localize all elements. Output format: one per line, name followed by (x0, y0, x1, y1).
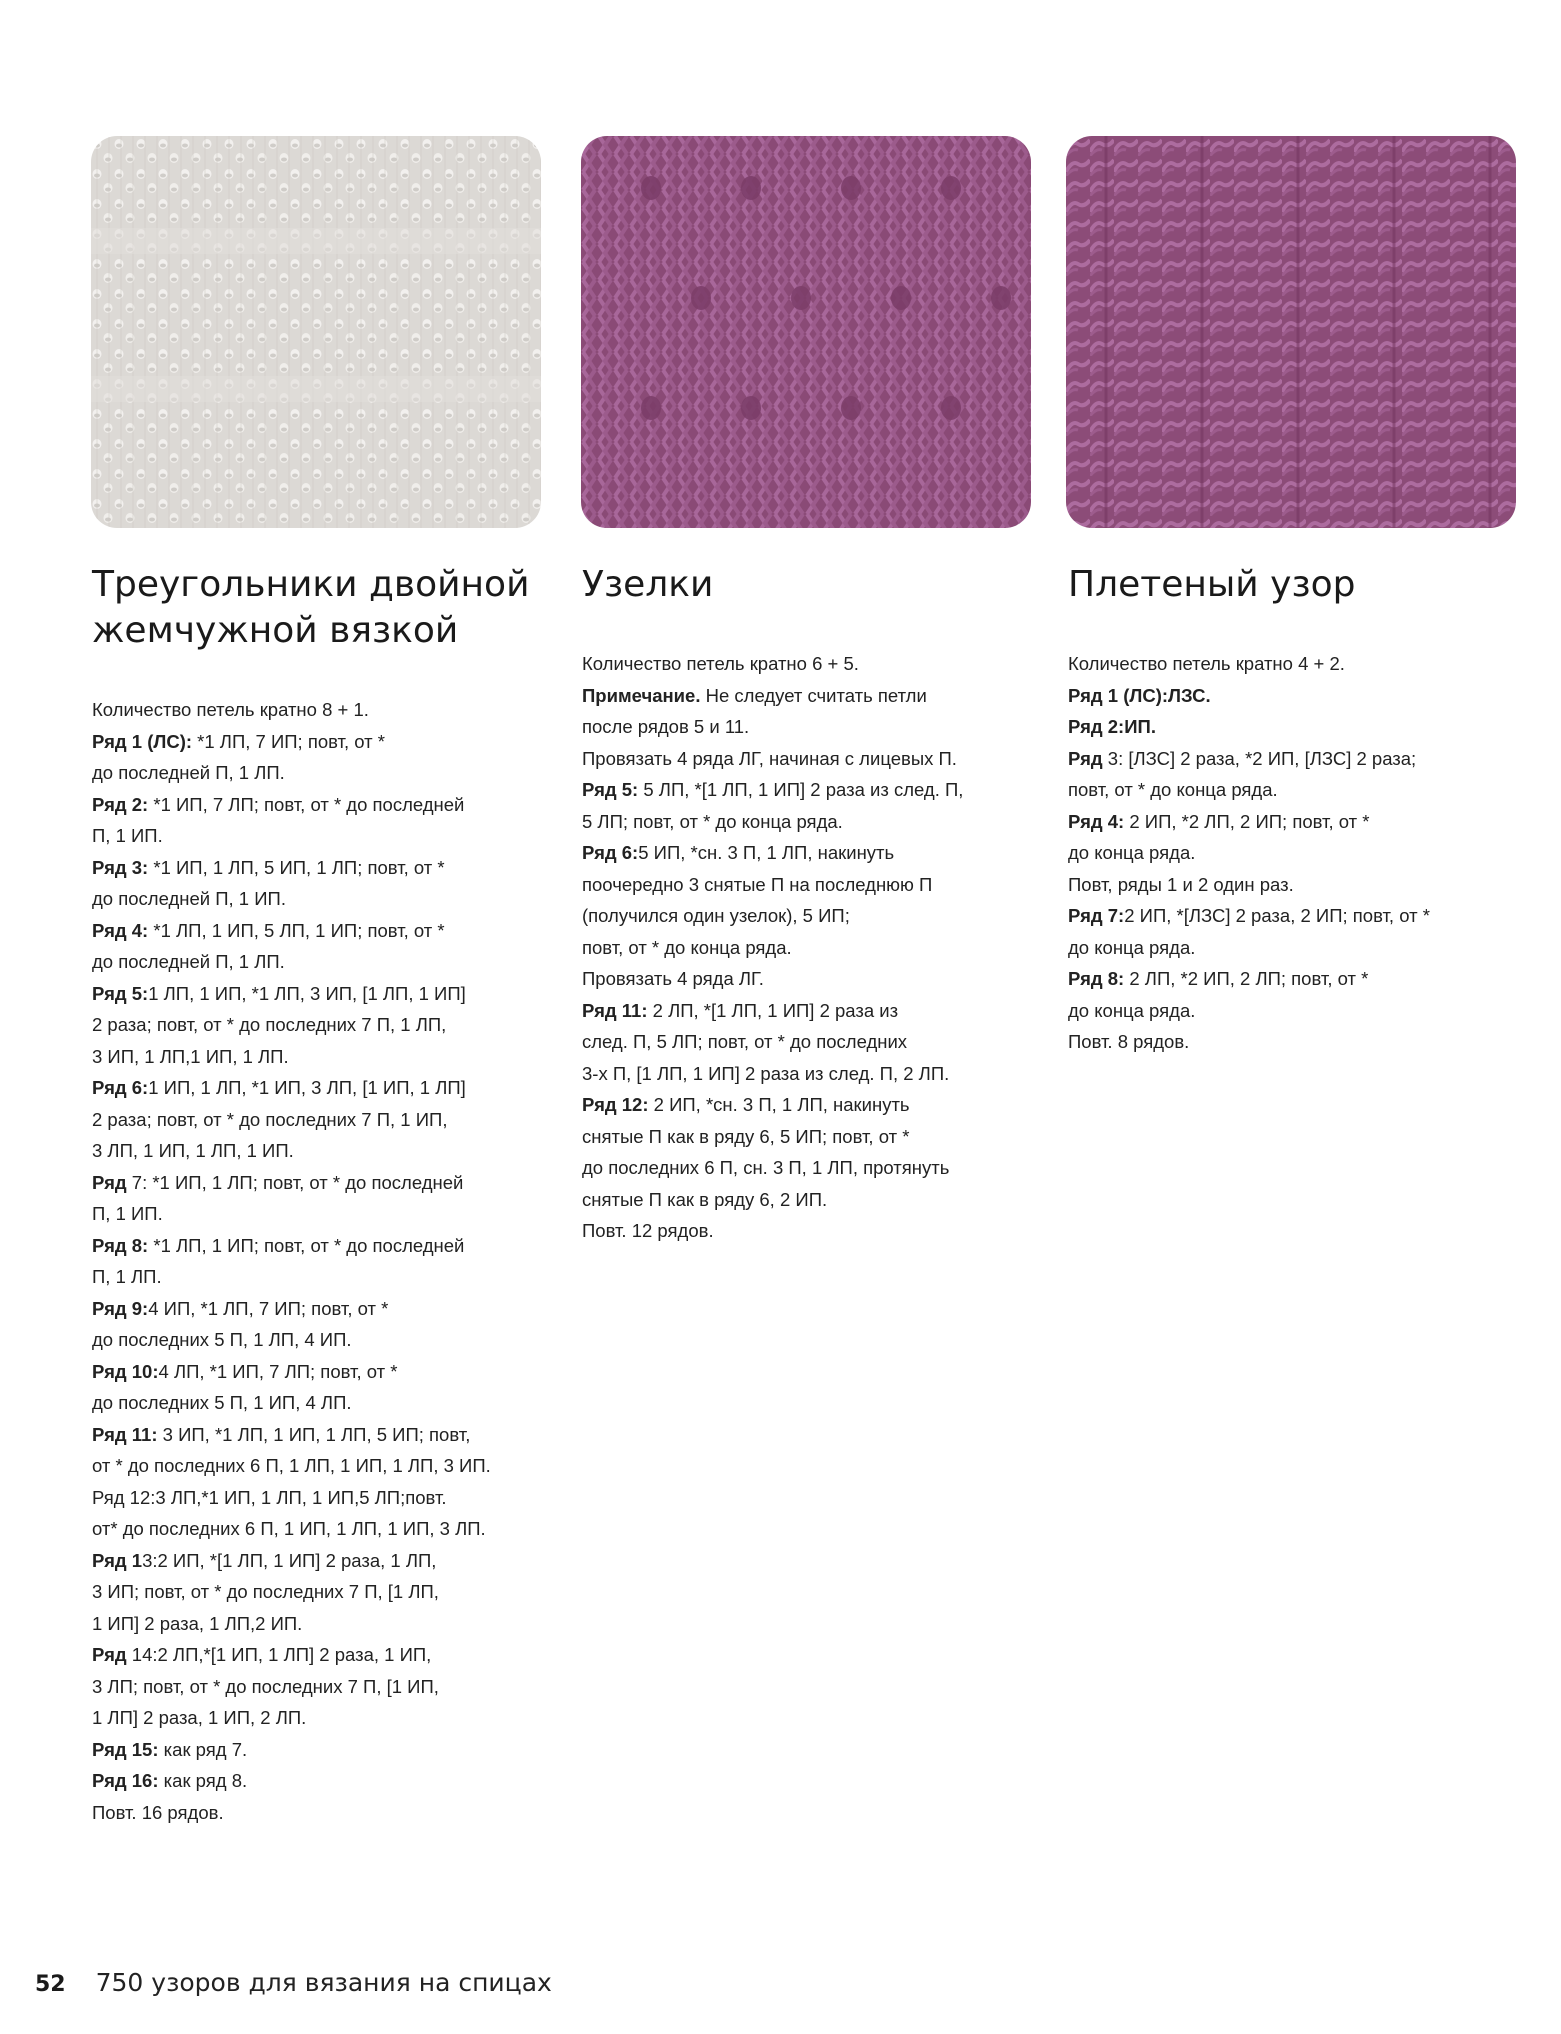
instruction-line (92, 1104, 562, 1136)
row-text: 7: *1 ИП, 1 ЛП; повт, от * до последней (126, 1171, 464, 1193)
row-text: 3: [ЛЗС] 2 раза, *2 ИП, [ЛЗС] 2 раза; (1102, 747, 1417, 769)
row-text: 5 ЛП; повт, от * до конца ряда. (582, 810, 843, 832)
row-text: Повт. 16 рядов. (92, 1801, 224, 1823)
instruction-line (582, 900, 1042, 932)
instruction-line (92, 1135, 562, 1167)
row-label: Ряд (1068, 747, 1103, 769)
instruction-line (582, 837, 1042, 869)
row-text: до последних 5 П, 1 ЛП, 4 ИП. (92, 1329, 352, 1350)
row-text: 3 ЛП, 1 ИП, 1 ЛП, 1 ИП. (92, 1140, 294, 1161)
pattern-column-3 (1068, 562, 1518, 1058)
pattern-column-1 (92, 562, 562, 1828)
row-text: *1 ИП, 7 ЛП; повт, от * до последней (148, 793, 465, 815)
row-label: Примечание. (582, 684, 701, 706)
instruction-line (582, 680, 1042, 712)
instruction-line (92, 757, 562, 789)
row-label: Ряд 16: (92, 1770, 159, 1791)
row-text: до последних 6 П, сн. 3 П, 1 ЛП, протянуть (582, 1157, 950, 1178)
instruction-line (92, 1261, 562, 1293)
row-label: Ряд 5: (92, 982, 149, 1004)
row-text: как ряд 8. (158, 1770, 248, 1791)
instruction-line (582, 1089, 1042, 1121)
instruction-line (92, 1419, 562, 1451)
row-label: Ряд 6: (92, 1077, 149, 1098)
swatch-photo-braided-pattern (1066, 136, 1516, 528)
pattern-title (582, 562, 1042, 608)
row-text: след. П, 5 ЛП; повт, от * до последних (582, 1031, 908, 1052)
row-text: Количество петель кратно 4 + 2. (1068, 653, 1345, 674)
row-text: 14:2 ЛП,*[1 ИП, 1 ЛП] 2 раза, 1 ИП, (126, 1644, 432, 1665)
row-label: Ряд 1 (92, 1549, 143, 1571)
row-label: Ряд 15: (92, 1738, 159, 1760)
instruction-line (1068, 743, 1518, 775)
row-text: 2 ЛП, *[1 ЛП, 1 ИП] 2 раза из (647, 999, 899, 1021)
row-text: до последней П, 1 ЛП. (92, 951, 285, 972)
instruction-line (92, 1041, 562, 1073)
row-label: Ряд 11: (582, 999, 648, 1021)
row-label: Ряд 2:ИП. (1068, 716, 1156, 737)
row-text: как ряд 7. (158, 1738, 248, 1760)
page-number: 52 (35, 1972, 66, 1997)
row-text: Повт. 8 рядов. (1068, 1031, 1190, 1052)
instruction-line (92, 1482, 562, 1514)
instruction-line (92, 1608, 562, 1640)
row-text: Повт, ряды 1 и 2 один раз. (1068, 873, 1294, 895)
row-label: Ряд 6: (582, 842, 639, 863)
row-text: от* до последних 6 П, 1 ИП, 1 ЛП, 1 ИП, 3 ЛП. (92, 1518, 486, 1539)
row-text: 3-х П, [1 ЛП, 1 ИП] 2 раза из след. П, 2 ЛП. (582, 1062, 950, 1084)
row-text: *1 ЛП, 1 ИП, 5 ЛП, 1 ИП; повт, от * (148, 919, 445, 941)
instruction-line (1068, 995, 1518, 1027)
row-text: 3 ИП, 1 ЛП,1 ИП, 1 ЛП. (92, 1045, 289, 1067)
instruction-line (582, 774, 1042, 806)
row-label: Ряд (92, 1171, 127, 1193)
row-text: повт, от * до конца ряда. (582, 936, 792, 958)
instruction-line (1068, 900, 1518, 932)
instruction-line (582, 1121, 1042, 1153)
title-line: Узелки (582, 564, 714, 605)
row-text: снятые П как в ряду 6, 5 ИП; повт, от * (582, 1125, 910, 1147)
row-text: от * до последних 6 П, 1 ЛП, 1 ИП, 1 ЛП, 3 ИП. (92, 1455, 491, 1476)
row-text: 1 ЛП] 2 раза, 1 ИП, 2 ЛП. (92, 1707, 307, 1728)
row-label: Ряд 11: (92, 1423, 158, 1445)
row-text: 1 ЛП, 1 ИП, *1 ЛП, 3 ИП, [1 ЛП, 1 ИП] (148, 982, 466, 1004)
instruction-line (1068, 869, 1518, 901)
row-text: поочередно 3 снятые П на последнюю П (582, 873, 933, 895)
instruction-line (582, 806, 1042, 838)
instruction-line (92, 694, 562, 726)
row-text: Провязать 4 ряда ЛГ, начиная с лицевых П. (582, 747, 957, 769)
row-label: Ряд 4: (1068, 810, 1125, 832)
instruction-line (92, 1324, 562, 1356)
instruction-line (1068, 1026, 1518, 1058)
instruction-line (92, 1513, 562, 1545)
row-label: Ряд (92, 1644, 127, 1665)
row-text: Ряд 12:3 ЛП,*1 ИП, 1 ЛП, 1 ИП,5 ЛП;повт. (92, 1486, 447, 1508)
title-line: Плетеный узор (1068, 564, 1356, 605)
row-text: П, 1 ИП. (92, 1203, 163, 1224)
instruction-line (582, 869, 1042, 901)
instruction-line (92, 789, 562, 821)
row-label: Ряд 8: (1068, 968, 1125, 989)
row-text: *1 ЛП, 1 ИП; повт, от * до последней (148, 1234, 465, 1256)
row-label: Ряд 12: (582, 1094, 649, 1115)
instruction-line (92, 1765, 562, 1797)
instruction-line (92, 1797, 562, 1829)
instruction-line (582, 1184, 1042, 1216)
title-line: жемчужной вязкой (92, 610, 459, 651)
row-text: 3:2 ИП, *[1 ЛП, 1 ИП] 2 раза, 1 ЛП, (142, 1549, 437, 1571)
row-text: Повт. 12 рядов. (582, 1220, 714, 1241)
pattern-title (1068, 562, 1518, 608)
instruction-line (1068, 837, 1518, 869)
row-label: Ряд 8: (92, 1234, 149, 1256)
title-line: Треугольники двойной (92, 564, 530, 605)
row-text: 2 раза; повт, от * до последних 7 П, 1 ЛП, (92, 1014, 447, 1035)
instruction-line (582, 963, 1042, 995)
row-label: Ряд 1 (ЛС): (92, 730, 193, 752)
page-footer (35, 1968, 552, 1997)
row-text: 2 ИП, *2 ЛП, 2 ИП; повт, от * (1124, 810, 1370, 832)
row-text: до конца ряда. (1068, 999, 1196, 1021)
instruction-line (582, 648, 1042, 680)
instruction-line (92, 1009, 562, 1041)
instruction-line (92, 1387, 562, 1419)
row-text: до последней П, 1 ЛП. (92, 762, 285, 783)
row-label: Ряд 5: (582, 779, 639, 800)
instruction-line (582, 1058, 1042, 1090)
row-text: 5 ИП, *сн. 3 П, 1 ЛП, накинуть (638, 842, 895, 863)
instruction-line (582, 743, 1042, 775)
instruction-line (1068, 806, 1518, 838)
row-text: 2 раза; повт, от * до последних 7 П, 1 ИП, (92, 1108, 448, 1130)
instruction-line (92, 1671, 562, 1703)
instruction-line (92, 1230, 562, 1262)
instruction-line (1068, 680, 1518, 712)
instruction-line (92, 820, 562, 852)
row-text: 3 ЛП; повт, от * до последних 7 П, [1 ИП, (92, 1675, 439, 1697)
instruction-line (92, 915, 562, 947)
pattern-column-2 (582, 562, 1042, 1247)
row-label: Ряд 1 (ЛС):ЛЗС. (1068, 684, 1211, 706)
instruction-line (582, 1026, 1042, 1058)
row-text: Не следует считать петли (700, 684, 927, 706)
instruction-line (1068, 932, 1518, 964)
row-label: Ряд 7: (1068, 905, 1125, 926)
row-text: Провязать 4 ряда ЛГ. (582, 968, 764, 989)
row-text: до конца ряда. (1068, 936, 1196, 958)
row-label: Ряд 10: (92, 1360, 159, 1382)
row-text: повт, от * до конца ряда. (1068, 779, 1278, 800)
row-text: *1 ЛП, 7 ИП; повт, от * (192, 730, 385, 752)
pattern-instructions (92, 694, 562, 1828)
instruction-line (582, 932, 1042, 964)
row-text: 4 ИП, *1 ЛП, 7 ИП; повт, от * (148, 1297, 389, 1319)
row-text: до последних 5 П, 1 ИП, 4 ЛП. (92, 1392, 352, 1413)
instruction-line (92, 852, 562, 884)
pattern-instructions (582, 648, 1042, 1247)
instruction-line (92, 1072, 562, 1104)
row-text: 3 ИП; повт, от * до последних 7 П, [1 ЛП, (92, 1581, 439, 1602)
book-title: 750 узоров для вязания на спицах (95, 1968, 552, 1997)
row-text: Количество петель кратно 8 + 1. (92, 699, 369, 720)
row-text: *1 ИП, 1 ЛП, 5 ИП, 1 ЛП; повт, от * (148, 856, 445, 878)
swatch-photo-double-moss-triangles (91, 136, 541, 528)
row-label: Ряд 2: (92, 793, 149, 815)
instruction-line (92, 726, 562, 758)
row-text: после рядов 5 и 11. (582, 716, 750, 737)
row-text: 3 ИП, *1 ЛП, 1 ИП, 1 ЛП, 5 ИП; повт, (157, 1423, 471, 1445)
row-text: 1 ИП] 2 раза, 1 ЛП,2 ИП. (92, 1612, 303, 1634)
row-text: П, 1 ИП. (92, 825, 163, 846)
row-text: 1 ИП, 1 ЛП, *1 ИП, 3 ЛП, [1 ИП, 1 ЛП] (148, 1077, 466, 1098)
row-text: до последней П, 1 ИП. (92, 888, 286, 909)
row-text: снятые П как в ряду 6, 2 ИП. (582, 1188, 828, 1210)
instruction-line (92, 1702, 562, 1734)
row-text: Количество петель кратно 6 + 5. (582, 653, 859, 674)
instruction-line (582, 995, 1042, 1027)
instruction-line (92, 1293, 562, 1325)
pattern-instructions (1068, 648, 1518, 1058)
instruction-line (582, 711, 1042, 743)
instruction-line (92, 1734, 562, 1766)
instruction-line (92, 1639, 562, 1671)
row-text: 2 ИП, *сн. 3 П, 1 ЛП, накинуть (648, 1094, 910, 1115)
instruction-line (92, 946, 562, 978)
swatch-photo-bobbles (581, 136, 1031, 528)
instruction-line (92, 883, 562, 915)
instruction-line (92, 1356, 562, 1388)
instruction-line (1068, 648, 1518, 680)
row-text: П, 1 ЛП. (92, 1266, 162, 1287)
instruction-line (92, 1545, 562, 1577)
row-text: до конца ряда. (1068, 842, 1196, 863)
row-text: 4 ЛП, *1 ИП, 7 ЛП; повт, от * (158, 1360, 398, 1382)
instruction-line (582, 1152, 1042, 1184)
instruction-line (92, 978, 562, 1010)
instruction-line (92, 1576, 562, 1608)
row-label: Ряд 4: (92, 919, 149, 941)
row-text: 5 ЛП, *[1 ЛП, 1 ИП] 2 раза из след. П, (638, 779, 964, 800)
instruction-line (582, 1215, 1042, 1247)
row-label: Ряд 3: (92, 856, 149, 878)
row-text: 2 ИП, *[ЛЗС] 2 раза, 2 ИП; повт, от * (1124, 905, 1430, 926)
instruction-line (92, 1450, 562, 1482)
row-label: Ряд 9: (92, 1297, 149, 1319)
row-text: (получился один узелок), 5 ИП; (582, 905, 850, 926)
instruction-line (1068, 774, 1518, 806)
row-text: 2 ЛП, *2 ИП, 2 ЛП; повт, от * (1124, 968, 1369, 989)
instruction-line (1068, 711, 1518, 743)
instruction-line (1068, 963, 1518, 995)
pattern-title (92, 562, 562, 654)
instruction-line (92, 1167, 562, 1199)
instruction-line (92, 1198, 562, 1230)
